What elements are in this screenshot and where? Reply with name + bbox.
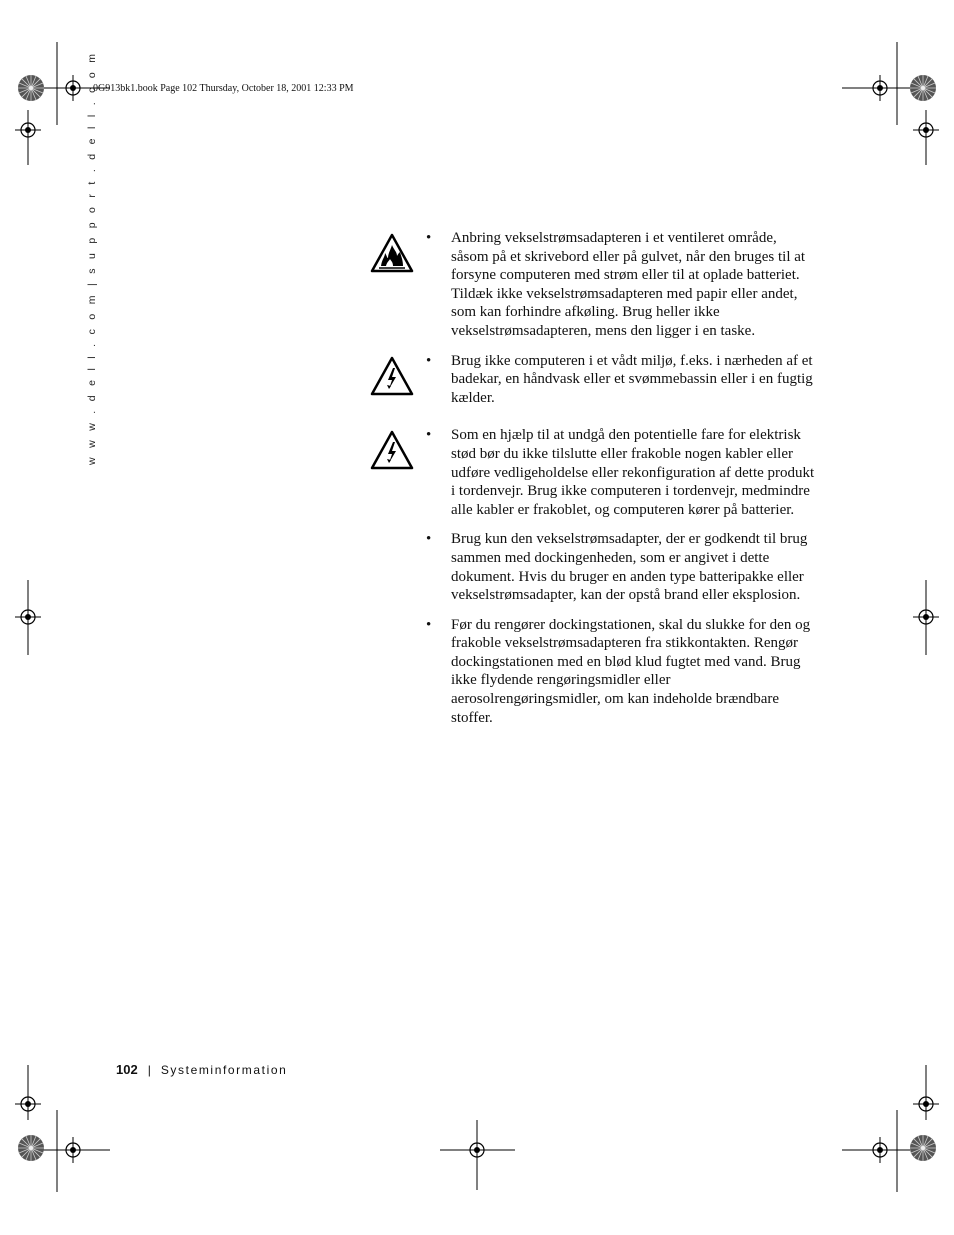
- item-text: Brug ikke computeren i et vådt miljø, f.eks. i nærheden af et badekar, en håndvask eller et svømmebassin eller i en fugtig kælder.: [451, 352, 813, 406]
- electric-shock-warning-icon: [370, 356, 414, 396]
- list-item: [368, 352, 818, 408]
- side-url-text: w w w . d e l l . c o m | s u p p o r t . d e l l . c o m: [86, 50, 98, 465]
- bullet: •: [426, 427, 432, 444]
- bullet: •: [426, 616, 432, 633]
- bullet: •: [426, 230, 432, 246]
- list-item: [368, 616, 818, 728]
- item-text: Som en hjælp til at undgå den potentielle fare for elektrisk stød bør du ikke tilslutte eller frakoble nogen kabler eller udføre vedligeholdelse eller rekonfiguration af dette produkt i tordenvejr. Brug ikke computeren i tordenvejr, medmindre alle kabler er frakoblet, og computeren kører på batterier.: [451, 427, 815, 518]
- page-number: 102: [116, 1062, 138, 1077]
- item-text: Før du rengører dockingstationen, skal du slukke for den og frakoble vekselstrømsadapteren fra stikkontakten. Rengør dockingstationen med en blød klud fugtet med vand. Brug ikke flydende rengøringsmidler eller aerosolrengøringsmidler, om kan indeholde brændbare stoffer.: [451, 616, 811, 726]
- list-item: [368, 229, 818, 341]
- item-text: Brug kun den vekselstrømsadapter, der er godkendt til brug sammen med dockingenheden, som er angivet i dette dokument. Hvis du bruger en anden type batteripakke eller vekselstrømsadapter, kan der opstå brand eller eksplosion.: [451, 531, 808, 604]
- section-title: Systeminformation: [160, 1063, 288, 1077]
- book-info-header: 0G913bk1.book Page 102 Thursday, October 18, 2001 12:33 PM: [93, 83, 354, 94]
- bullet: •: [426, 352, 432, 369]
- list-item: [368, 530, 818, 604]
- bullet: •: [426, 531, 432, 548]
- list-item: [368, 426, 818, 519]
- fire-warning-icon: [370, 233, 414, 273]
- electric-shock-warning-icon: [370, 430, 414, 470]
- page-footer: [116, 1062, 287, 1077]
- safety-instructions-list: [368, 229, 818, 738]
- item-text: Anbring vekselstrømsadapteren i et ventileret område, såsom på et skrivebord eller på gulvet, når den bruges til at forsyne computeren med strøm eller til at oplade batteriet. Tildæk ikke vekselstrømsadapteren med papir eller andet, som kan forhindre afkøling. Brug heller ikke vekselstrømsadapteren, mens den ligger i en taske.: [451, 230, 806, 339]
- footer-separator: |: [147, 1063, 151, 1077]
